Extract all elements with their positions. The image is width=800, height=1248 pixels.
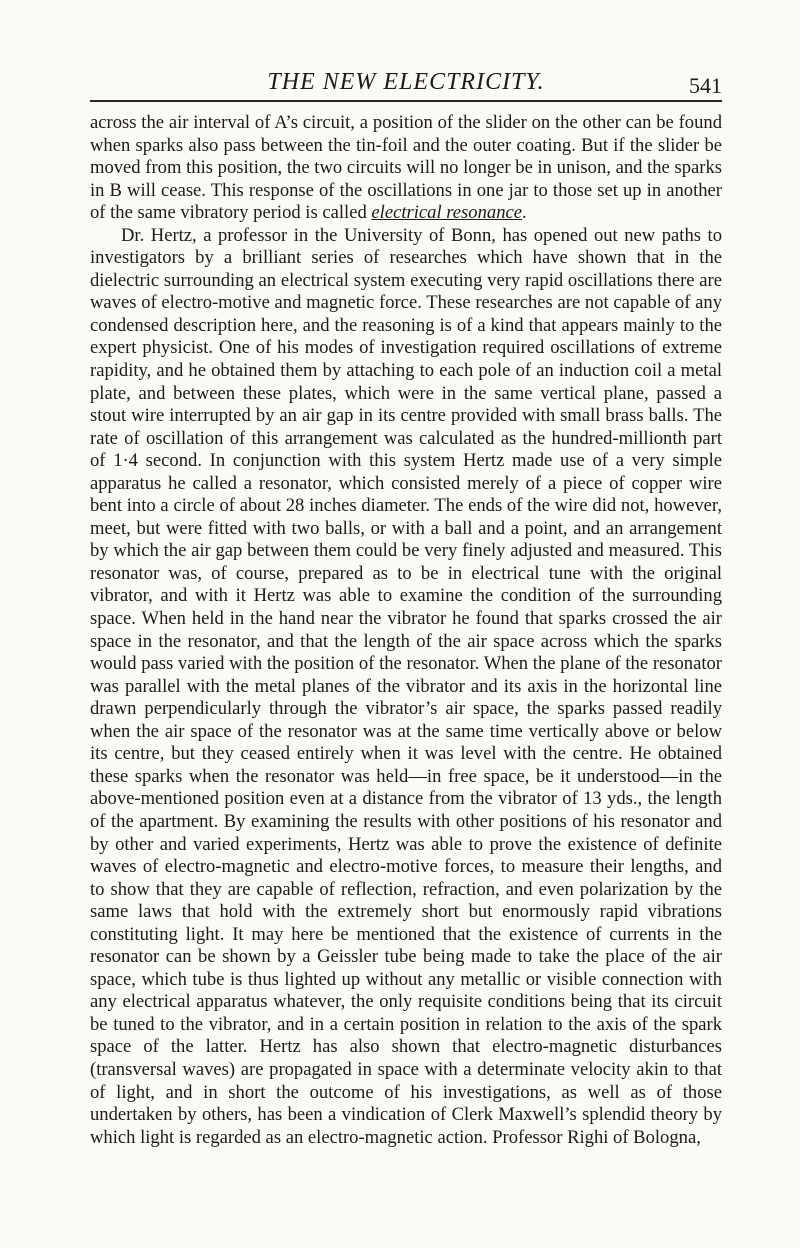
paragraph-text-end: . [522,202,527,224]
paragraph-hertz: Dr. Hertz, a professor in the University of Bonn, has opened out new paths to investigators by a brilliant series of researches which have shown that in the dielectric surrounding an electrical system executing very rapid oscillations there are waves of electro-motive and magnetic force. These researches are not capable of any condensed description here, and the reasoning is of a kind that appears mainly to the expert physicist. One of his modes of investigation required oscillations of extreme rapidity, and he obtained them by attaching to each pole of an induction coil a metal plate, and between these plates, which were in the same vertical plane, passed a stout wire interrupted by an air gap in its centre provided with small brass balls. The rate of oscillation of this arrangement was calculated as the hundred-millionth part of 1·4 second. In conjunction with this system Hertz made use of a very simple apparatus he called a resonator, which consisted merely of a piece of copper wire bent into a circle of about 28 inches diameter. The ends of the wire did not, however, meet, but were fitted with two balls, or with a ball and a point, and an arrangement by which the air gap between them could be very finely adjusted and measured. This resonator was, of course, prepared as to be in electrical tune with the original vibrator, and with it Hertz was able to examine the condition of the surrounding space. When held in the hand near the vibrator he found that sparks crossed the air space in the resonator, and that the length of the air space across which the sparks would pass varied with the position of the resonator. When the plane of the resonator was parallel with the metal planes of the vibrator and its axis in the horizontal line drawn perpendicularly through the vibrator’s air space, the sparks passed readily when the air space of the resonator was at the same time vertically above or below its centre, but they ceased entirely when it was level with the centre. He obtained these sparks when the resonator was held—in free space, be it understood—in the above-mentioned position even at a distance from the vibrator of 13 yds., the length of the apartment. By examining the results with other positions of his resonator and by other and varied experiments, Hertz was able to prove the existence of definite waves of electro-magnetic and electro-motive forces, to measure their lengths, and to show that they are capable of reflection, refraction, and even polarization by the same laws that hold with the extremely short but enormously rapid vibrations constituting light. It may here be mentioned that the existence of currents in the resonator can be shown by a Geissler tube being made to take the place of the air space, which tube is thus lighted up without any metallic or visible connection with any electrical apparatus whatever, the only requisite conditions being that its circuit be tuned to the vibrator, and in a certain position in relation to the axis of the spark space of the latter. Hertz has also shown that electro-magnetic disturbances (transversal waves) are propagated in space with a determinate velocity akin to that of light, and in short the outcome of his investigations, as well as of those undertaken by others, has been a vindication of Clerk Maxwell’s splendid theory by which light is regarded as an electro-magnetic action. Professor Righi of Bologna, [90,224,722,1148]
header-rule [90,100,722,102]
page-number: 541 [689,73,722,98]
running-title: THE NEW ELECTRICITY. [267,69,545,95]
emphasized-term: electrical resonance [371,202,522,224]
paragraph-continuation [90,112,722,225]
body-text [90,112,722,1149]
page-header [90,68,722,98]
paragraph-text: across the air interval of A’s circuit, a position of the slider on the other can be found when sparks also pass between the tin-foil and the outer coating. But if the slider be moved from this position, the two circuits will no longer be in unison, and the sparks in B will cease. This response of the oscillations in one jar to those set up in another of the same vibratory period is called [90,112,722,224]
